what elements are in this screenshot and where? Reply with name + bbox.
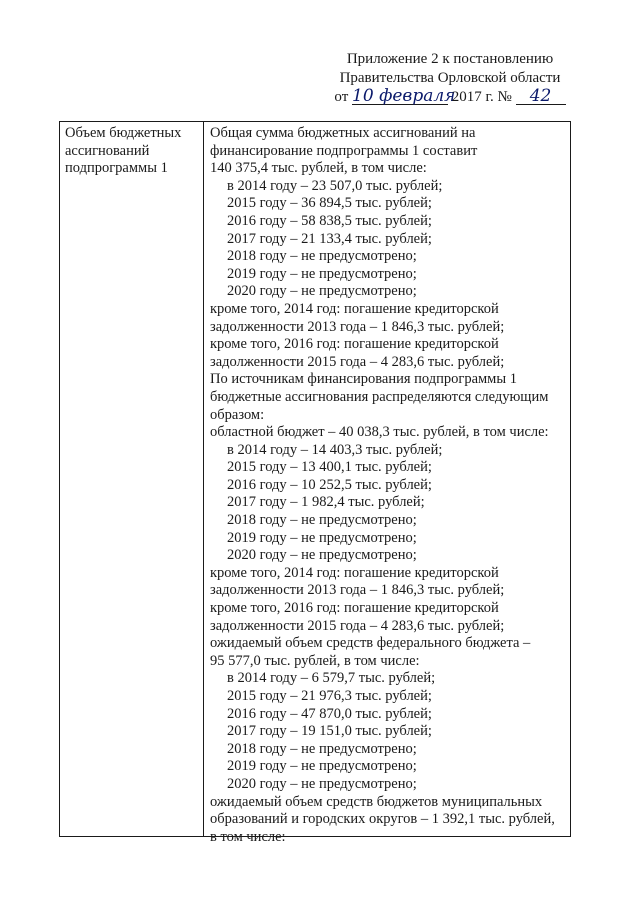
header-line-date-number (300, 88, 600, 107)
right-cell-line: кроме того, 2016 год: погашение кредиторской (210, 336, 499, 353)
handwritten-date: 10 февраля (352, 86, 456, 106)
right-cell-line: 2017 году – 21 133,4 тыс. рублей; (227, 230, 432, 247)
header-line-government: Правительства Орловской области (339, 70, 561, 86)
right-cell-line: По источникам финансирования подпрограммы 1 (210, 371, 517, 388)
right-cell-line: областной бюджет – 40 038,3 тыс. рублей, в том числе: (210, 424, 549, 441)
right-cell-line: 2018 году – не предусмотрено; (227, 512, 417, 529)
right-cell-line: 2018 году – не предусмотрено; (227, 248, 417, 265)
right-cell-line: задолженности 2015 года – 4 283,6 тыс. рублей; (210, 353, 505, 370)
from-label: от (334, 89, 349, 105)
right-cell-line: финансирование подпрограммы 1 составит (210, 142, 478, 159)
right-cell-line: в 2014 году – 14 403,3 тыс. рублей; (227, 441, 443, 458)
header-line-appendix: Приложение 2 к постановлению (346, 51, 554, 67)
right-cell-line: 2017 году – 19 151,0 тыс. рублей; (227, 723, 432, 740)
right-cell-line: 2019 году – не предусмотрено; (227, 529, 417, 546)
right-cell-line: 2016 году – 10 252,5 тыс. рублей; (227, 476, 432, 493)
right-cell-line: 2020 году – не предусмотрено; (227, 775, 417, 792)
right-cell-line: 2015 году – 13 400,1 тыс. рублей; (227, 459, 432, 476)
right-cell-line: кроме того, 2014 год: погашение кредиторской (210, 564, 499, 581)
right-cell-line: 2016 году – 47 870,0 тыс. рублей; (227, 705, 432, 722)
right-cell-line: 2019 году – не предусмотрено; (227, 758, 417, 775)
handwritten-number: 42 (516, 88, 566, 105)
column-divider (203, 122, 204, 836)
right-cell-line: кроме того, 2014 год: погашение кредиторской (210, 300, 499, 317)
right-cell-line: образом: (210, 406, 265, 423)
right-cell-line: задолженности 2013 года – 1 846,3 тыс. рублей; (210, 318, 505, 335)
left-cell-line: ассигнований (65, 142, 150, 159)
right-cell-line: задолженности 2015 года – 4 283,6 тыс. рублей; (210, 617, 505, 634)
left-cell-line: Объем бюджетных (65, 125, 182, 141)
right-cell-line: 2015 году – 36 894,5 тыс. рублей; (227, 195, 432, 212)
right-cell-line: в 2014 году – 23 507,0 тыс. рублей; (227, 177, 443, 194)
budget-table (59, 121, 571, 845)
year-number-label: 2017 г. № (451, 89, 512, 105)
right-cell-line: 2019 году – не предусмотрено; (227, 265, 417, 282)
right-cell-line: 2020 году – не предусмотрено; (227, 283, 417, 300)
right-cell-line: 140 375,4 тыс. рублей, в том числе: (210, 160, 427, 177)
right-cell-line: 2018 году – не предусмотрено; (227, 740, 417, 757)
right-cell-line: образований и городских округов – 1 392,1 тыс. рублей, (210, 811, 555, 828)
right-cell-line: задолженности 2013 года – 1 846,3 тыс. рублей; (210, 582, 505, 599)
right-cell-line: 2017 году – 1 982,4 тыс. рублей; (227, 494, 425, 511)
right-cell-line: кроме того, 2016 год: погашение кредиторской (210, 600, 499, 617)
document-header (300, 50, 600, 107)
right-cell-line: ожидаемый объем средств бюджетов муниципальных (210, 793, 543, 810)
right-cell-line: 2016 году – 58 838,5 тыс. рублей; (227, 212, 432, 229)
right-cell-line: Общая сумма бюджетных ассигнований на (210, 125, 476, 141)
left-cell-line: подпрограммы 1 (65, 160, 168, 177)
right-cell-line: бюджетные ассигнования распределяются следующим (210, 388, 549, 405)
right-cell-line: 2015 году – 21 976,3 тыс. рублей; (227, 688, 432, 704)
table-left-cell (65, 125, 199, 178)
right-cell-line: 2020 году – не предусмотрено; (227, 547, 417, 564)
right-cell-line: ожидаемый объем средств федерального бюджета – (210, 635, 531, 652)
table-right-cell (210, 125, 570, 846)
right-cell-line: 95 577,0 тыс. рублей, в том числе: (210, 652, 420, 669)
right-cell-line: в 2014 году – 6 579,7 тыс. рублей; (227, 670, 436, 687)
right-cell-line: в том числе: (210, 828, 286, 845)
